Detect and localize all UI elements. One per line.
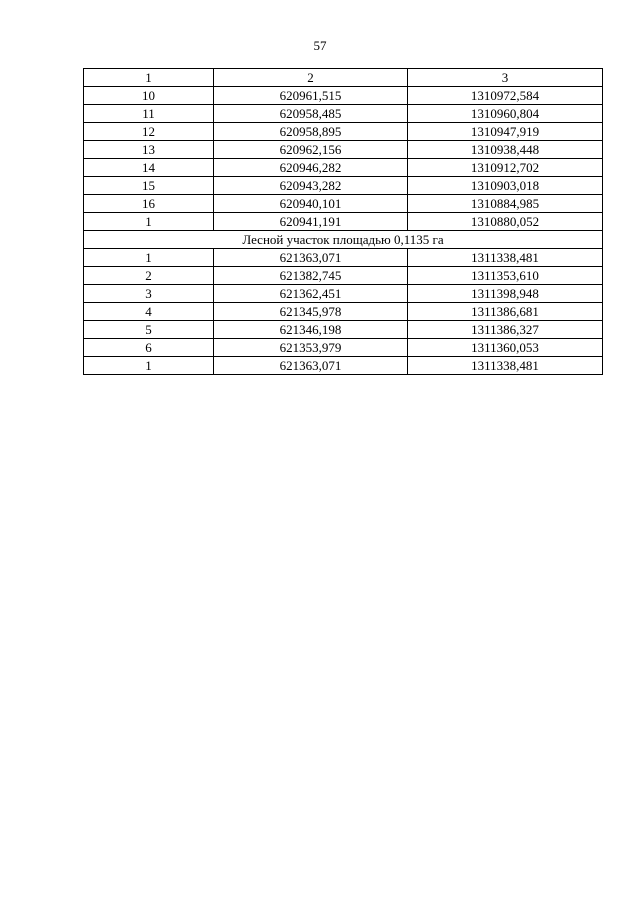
table-cell: 1 [84,249,214,267]
table-cell: 1311386,681 [408,303,603,321]
table-cell: 3 [408,69,603,87]
section-title: Лесной участок площадью 0,1135 га [84,231,603,249]
table-cell: 1311386,327 [408,321,603,339]
table-cell: 1311360,053 [408,339,603,357]
table-cell: 620941,191 [214,213,408,231]
table-cell: 12 [84,123,214,141]
table-row [84,249,603,267]
table-cell: 2 [84,267,214,285]
table-row [84,357,603,375]
table-row [84,303,603,321]
table-row [84,123,603,141]
table-cell: 11 [84,105,214,123]
table-cell: 1 [84,213,214,231]
table-cell: 5 [84,321,214,339]
table-cell: 16 [84,195,214,213]
table-cell: 620958,485 [214,105,408,123]
table-cell: 1310947,919 [408,123,603,141]
coordinates-table-body [84,69,603,375]
table-row [84,159,603,177]
table-cell: 6 [84,339,214,357]
coordinates-table [83,68,603,375]
table-cell: 620946,282 [214,159,408,177]
table-row [84,141,603,159]
section-title-row [84,231,603,249]
table-row [84,267,603,285]
table-cell: 621362,451 [214,285,408,303]
table-cell: 1310912,702 [408,159,603,177]
table-cell: 1311353,610 [408,267,603,285]
page-number: 57 [313,38,327,53]
table-cell: 1311338,481 [408,249,603,267]
table-cell: 1311338,481 [408,357,603,375]
table-cell: 620961,515 [214,87,408,105]
table-cell: 620943,282 [214,177,408,195]
table-cell: 620958,895 [214,123,408,141]
table-cell: 10 [84,87,214,105]
table-cell: 1310972,584 [408,87,603,105]
table-row [84,87,603,105]
table-row [84,213,603,231]
table-cell: 14 [84,159,214,177]
table-cell: 13 [84,141,214,159]
table-cell: 1310960,804 [408,105,603,123]
table-cell: 1310938,448 [408,141,603,159]
table-cell: 3 [84,285,214,303]
table-row [84,321,603,339]
table-cell: 620940,101 [214,195,408,213]
table-cell: 620962,156 [214,141,408,159]
table-cell: 621353,979 [214,339,408,357]
table-cell: 621382,745 [214,267,408,285]
table-cell: 621346,198 [214,321,408,339]
table-cell: 1310903,018 [408,177,603,195]
table-cell: 1311398,948 [408,285,603,303]
table-row [84,195,603,213]
table-cell: 621363,071 [214,249,408,267]
table-row [84,177,603,195]
table-cell: 621345,978 [214,303,408,321]
table-cell: 621363,071 [214,357,408,375]
table-cell: 1310880,052 [408,213,603,231]
table-row [84,105,603,123]
table-cell: 2 [214,69,408,87]
table-cell: 1310884,985 [408,195,603,213]
table-cell: 1 [84,357,214,375]
table-row [84,339,603,357]
table-row [84,285,603,303]
table-cell: 1 [84,69,214,87]
table-cell: 15 [84,177,214,195]
table-header-row [84,69,603,87]
table-cell: 4 [84,303,214,321]
